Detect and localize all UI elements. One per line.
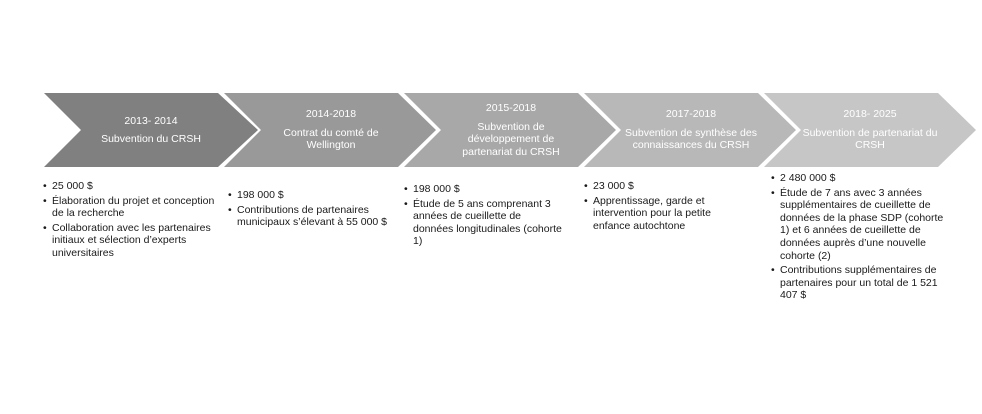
- stage-1-label: [82, 93, 220, 167]
- stage-2-item: • Contributions de partenaires municipaux s’élevant à 55 000 $: [228, 204, 393, 229]
- stage-1-item: • Collaboration avec les partenaires initiaux et sélection d’experts universitaires: [43, 222, 223, 260]
- stage-5-period: 2018- 2025: [843, 108, 897, 121]
- stage-4-label: [622, 93, 760, 167]
- stage-3-label: [442, 93, 580, 167]
- stage-5-label: [800, 93, 940, 167]
- stage-2-label: [262, 93, 400, 167]
- stage-1-item: • 25 000 $: [43, 180, 223, 193]
- stage-1-period: 2013- 2014: [124, 114, 178, 127]
- stage-4-item: • Apprentissage, garde et intervention pour la petite enfance autochtone: [584, 195, 744, 233]
- stage-5-details: [771, 172, 947, 304]
- stage-4-details: [584, 180, 744, 234]
- stage-3-details: [404, 183, 564, 250]
- stage-5-title: Subvention de partenariat du CRSH: [802, 126, 938, 152]
- stage-1-item: • Élaboration du projet et conception de la recherche: [43, 195, 223, 220]
- stage-4-period: 2017-2018: [665, 108, 717, 121]
- stage-3-period: 2015-2018: [485, 102, 537, 114]
- stage-5-item: • 2 480 000 $: [771, 172, 947, 185]
- stage-4-title: Subvention de synthèse des connaissances du CRSH: [625, 126, 757, 152]
- stage-2-period: 2014-2018: [305, 108, 357, 121]
- stage-3-item: • 198 000 $: [404, 183, 564, 196]
- stage-4-item: • 23 000 $: [584, 180, 744, 193]
- stage-5-item: • Contributions supplémentaires de partenaires pour un total de 1 521 407 $: [771, 264, 947, 302]
- stage-3-title: Subvention de développement de partenariat du CRSH: [462, 120, 560, 158]
- stage-2-details: [228, 189, 393, 231]
- stage-5-item: • Étude de 7 ans avec 3 années supplémentaires de cueillette de données de la phase SDP (cohorte 1) et 6 années de cueillette de données auprès d’une nouvelle cohorte (2): [771, 187, 947, 263]
- stage-3-item: • Étude de 5 ans comprenant 3 années de cueillette de données longitudinales (cohorte 1): [404, 198, 564, 248]
- stage-1-details: [43, 180, 223, 262]
- stage-2-item: • 198 000 $: [228, 189, 393, 202]
- stage-2-title: Contrat du comté de Wellington: [283, 126, 379, 152]
- stage-1-title: Subvention du CRSH: [101, 133, 201, 145]
